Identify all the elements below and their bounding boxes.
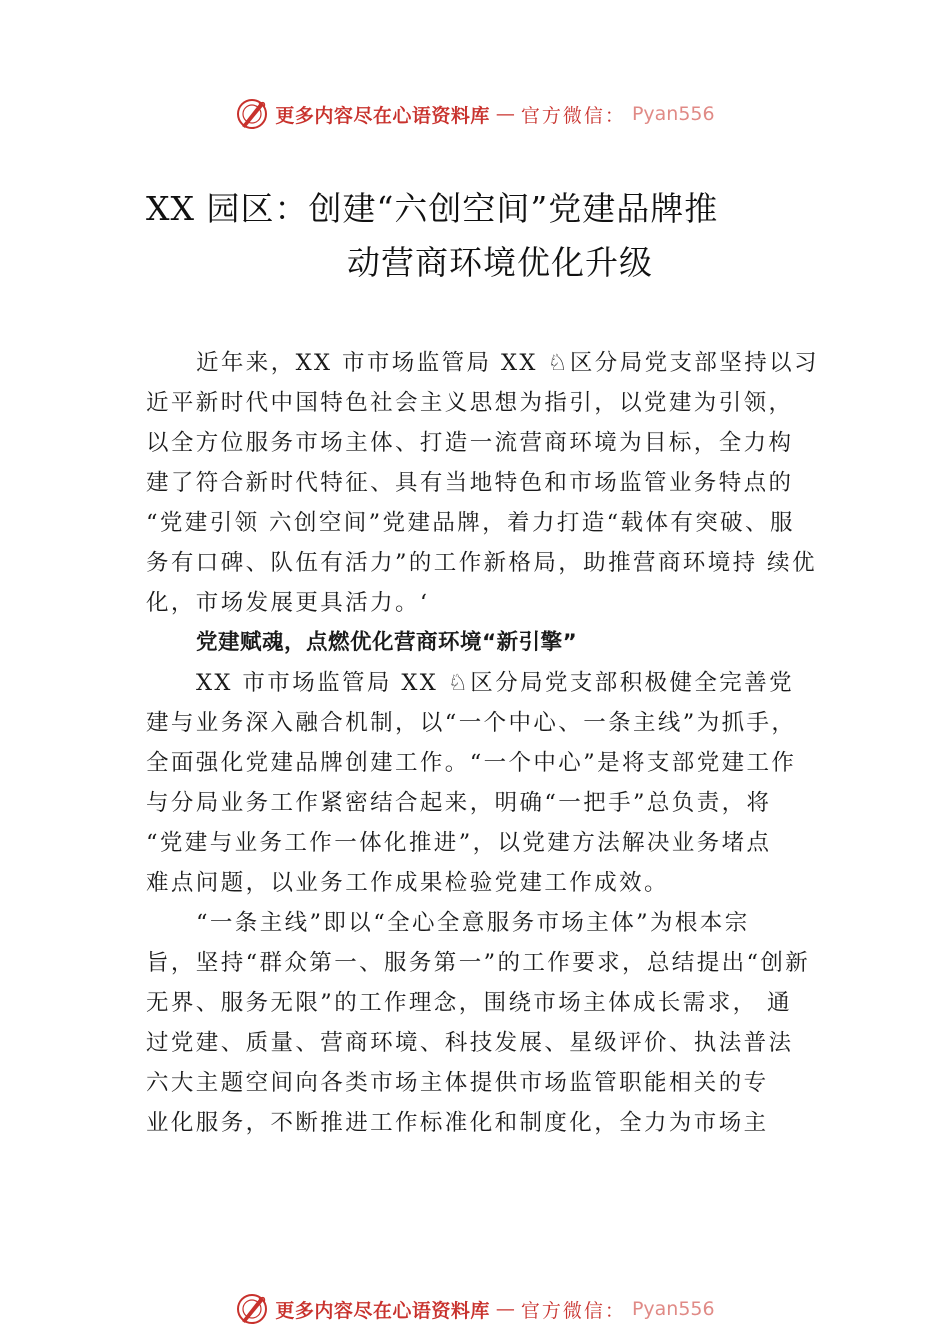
title-line-1: XX 园区：创建“六创空间”党建品牌推 [146,189,719,228]
paragraph2-line: 建与业务深入融合机制，以“一个中心、一条主线”为抓手， [146,710,797,736]
paragraph2-line: XX 市市场监管局 XX ♘区分局党支部积极健全完善党 [196,670,795,696]
header-banner [0,96,950,132]
paragraph1-line: 以全方位服务市场主体、打造一流营商环境为目标，全力构 [146,430,794,456]
section-heading: 党建赋魂，点燃优化营商环境“新引擎” [196,630,578,655]
paragraph2-line: “党建与业务工作一体化推进”，以党建方法解决业务堵点 [146,830,772,856]
paragraph2-line: 全面强化党建品牌创建工作。“一个中心”是将支部党建工作 [146,750,797,776]
paragraph3-line: “一条主线”即以“全心全意服务市场主体”为根本宗 [196,910,750,936]
page-title [140,182,820,290]
paragraph2-line: 难点问题，以业务工作成果检验党建工作成效。 [146,870,669,896]
banner-tag: 官方微信： [520,1299,626,1322]
title-line-2: 动营商环境优化升级 [347,243,653,282]
banner-wechat-id: Pyan556 [631,1298,715,1320]
document-body [146,343,836,1143]
paragraph3-line: 旨，坚持“群众第一、服务第一”的工作要求，总结提出“创新 [146,950,811,976]
quill-pen-logo-icon [235,97,269,131]
paragraph3-line: 业化服务，不断推进工作标准化和制度化，全力为市场主 [146,1110,769,1136]
paragraph3-line: 过党建、质量、营商环境、科技发展、星级评价、执法普法 [146,1030,794,1056]
banner-tag: 官方微信： [520,104,626,127]
paragraph1-line: 近平新时代中国特色社会主义思想为指引，以党建为引领， [146,390,794,416]
paragraph3-line: 无界、服务无限”的工作理念，围绕市场主体成长需求， 通 [146,990,792,1016]
paragraph1-line: 近年来，XX 市市场监管局 XX ♘区分局党支部坚持以习 [196,350,819,376]
quill-pen-logo-icon [235,1292,269,1326]
paragraph2-line: 与分局业务工作紧密结合起来，明确“一把手”总负责，将 [146,790,772,816]
paragraph1-line: 务有口碑、队伍有活力”的工作新格局，助推营商环境持 续优 [146,550,817,576]
paragraph1-line: “党建引领 六创空间”党建品牌，着力打造“载体有突破、服 [146,510,795,536]
banner-separator: — [495,103,515,125]
banner-text: 更多内容尽在心语资料库 [275,104,490,127]
paragraph1-line: 化，市场发展更具活力。‘ [146,590,430,616]
footer-banner [0,1291,950,1327]
paragraph3-line: 六大主题空间向各类市场主体提供市场监管职能相关的专 [146,1070,769,1096]
banner-separator: — [495,1298,515,1320]
banner-wechat-id: Pyan556 [631,103,715,125]
banner-text: 更多内容尽在心语资料库 [275,1299,490,1322]
paragraph1-line: 建了符合新时代特征、具有当地特色和市场监管业务特点的 [146,470,794,496]
